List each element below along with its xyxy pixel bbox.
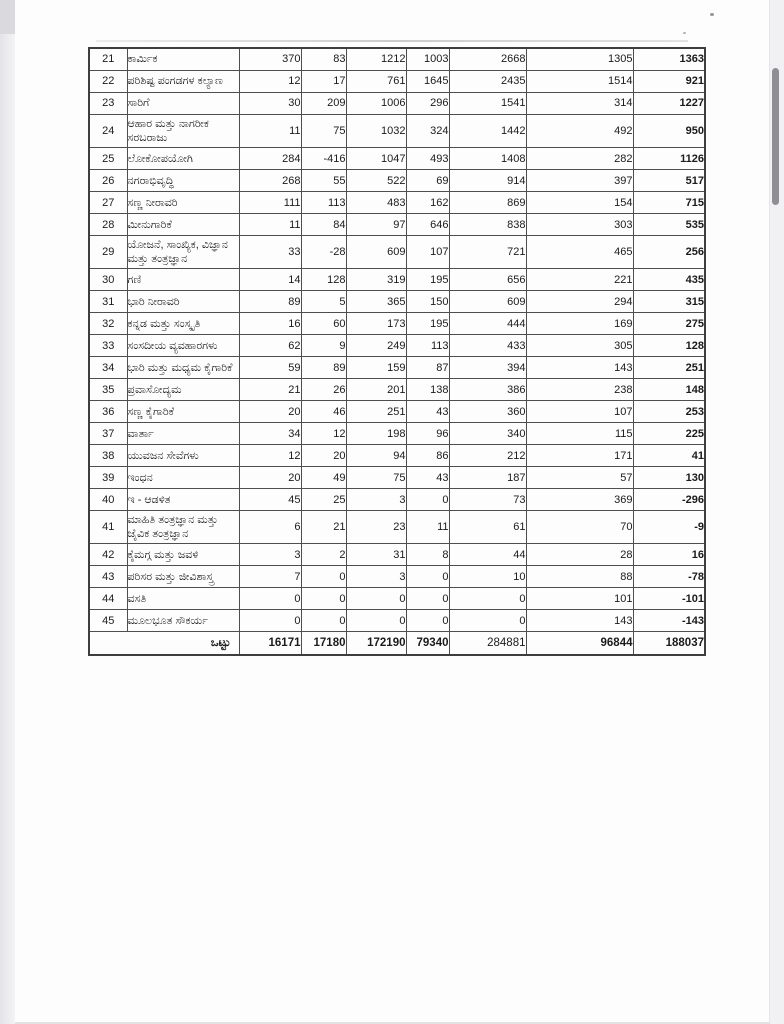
department-name-cell: ಪರಿಶಿಷ್ಟ ಪಂಗಡಗಳ ಕಲ್ಯಾಣ (127, 71, 239, 93)
scrollbar-thumb[interactable] (772, 68, 779, 205)
value-cell: 0 (301, 610, 346, 632)
value-cell: 721 (449, 236, 526, 269)
department-name-cell: ಮಾಹಿತಿ ತಂತ್ರಜ್ಞಾನ ಮತ್ತು ಜೈವಿಕ ತಂತ್ರಜ್ಞಾನ (127, 511, 239, 544)
value-cell: 444 (449, 313, 526, 335)
value-cell: 249 (346, 335, 406, 357)
table-row (89, 489, 705, 511)
department-name-cell: ಯೋಜನೆ, ಸಾಂಖ್ಯಿಕ, ವಿಜ್ಞಾನ ಮತ್ತು ತಂತ್ರಜ್ಞಾನ (127, 236, 239, 269)
serial-number-cell: 27 (89, 192, 127, 214)
serial-number-cell: 30 (89, 269, 127, 291)
value-cell: 0 (346, 610, 406, 632)
value-cell: 370 (239, 48, 301, 71)
table-body (89, 48, 705, 655)
serial-number-cell: 42 (89, 544, 127, 566)
serial-number-cell: 33 (89, 335, 127, 357)
department-name-cell: ಕನ್ನಡ ಮತ್ತು ಸಂಸ್ಕೃತಿ (127, 313, 239, 335)
value-cell: 1003 (406, 48, 449, 71)
table-row (89, 335, 705, 357)
value-cell: 465 (526, 236, 633, 269)
value-cell: 60 (301, 313, 346, 335)
value-cell: 41 (633, 445, 705, 467)
value-cell: 26 (301, 379, 346, 401)
value-cell: 12 (239, 71, 301, 93)
value-cell: 75 (346, 467, 406, 489)
table-row (89, 566, 705, 588)
value-cell: 111 (239, 192, 301, 214)
value-cell: 59 (239, 357, 301, 379)
value-cell: 522 (346, 170, 406, 192)
value-cell: 838 (449, 214, 526, 236)
table-row (89, 192, 705, 214)
value-cell: 3 (346, 489, 406, 511)
department-name-cell: ಮೀನುಗಾರಿಕೆ (127, 214, 239, 236)
page-left-margin-shade (0, 0, 15, 34)
value-cell: 2668 (449, 48, 526, 71)
value-cell: 1212 (346, 48, 406, 71)
department-name-cell: ವಸತಿ (127, 588, 239, 610)
table-row (89, 291, 705, 313)
serial-number-cell: 41 (89, 511, 127, 544)
total-value-cell: 16171 (239, 632, 301, 656)
scan-speck (710, 13, 714, 16)
table-row (89, 214, 705, 236)
value-cell: 365 (346, 291, 406, 313)
department-name-cell: ಗಣಿ (127, 269, 239, 291)
value-cell: 282 (526, 148, 633, 170)
value-cell: 89 (239, 291, 301, 313)
value-cell: 1047 (346, 148, 406, 170)
scan-speck (683, 32, 686, 34)
value-cell: 148 (633, 379, 705, 401)
value-cell: 324 (406, 115, 449, 148)
value-cell: 46 (301, 401, 346, 423)
value-cell: 238 (526, 379, 633, 401)
value-cell: 284 (239, 148, 301, 170)
value-cell: 107 (406, 236, 449, 269)
table-row (89, 48, 705, 71)
value-cell: 173 (346, 313, 406, 335)
value-cell: 10 (449, 566, 526, 588)
value-cell: 340 (449, 423, 526, 445)
value-cell: 0 (406, 588, 449, 610)
value-cell: 0 (406, 489, 449, 511)
value-cell: -78 (633, 566, 705, 588)
value-cell: 75 (301, 115, 346, 148)
value-cell: 0 (346, 588, 406, 610)
value-cell: 21 (239, 379, 301, 401)
value-cell: 43 (406, 467, 449, 489)
serial-number-cell: 21 (89, 48, 127, 71)
value-cell: 101 (526, 588, 633, 610)
serial-number-cell: 43 (89, 566, 127, 588)
value-cell: 609 (346, 236, 406, 269)
value-cell: 315 (633, 291, 705, 313)
department-name-cell: ಸಂಸದೀಯ ವ್ಯವಹಾರಗಳು (127, 335, 239, 357)
value-cell: 171 (526, 445, 633, 467)
value-cell: 89 (301, 357, 346, 379)
total-value-cell: 96844 (526, 632, 633, 656)
value-cell: 87 (406, 357, 449, 379)
value-cell: 130 (633, 467, 705, 489)
value-cell: 83 (301, 48, 346, 71)
value-cell: 31 (346, 544, 406, 566)
value-cell: 195 (406, 313, 449, 335)
department-expenditure-table (88, 47, 706, 656)
value-cell: 14 (239, 269, 301, 291)
value-cell: 9 (301, 335, 346, 357)
value-cell: 88 (526, 566, 633, 588)
value-cell: 201 (346, 379, 406, 401)
value-cell: 113 (301, 192, 346, 214)
total-label-cell: ಒಟ್ಟು (89, 632, 239, 656)
value-cell: 57 (526, 467, 633, 489)
value-cell: 319 (346, 269, 406, 291)
department-name-cell: ಪ್ರವಾಸೋದ್ಯಮ (127, 379, 239, 401)
table-row (89, 544, 705, 566)
value-cell: 5 (301, 291, 346, 313)
value-cell: 296 (406, 93, 449, 115)
value-cell: 73 (449, 489, 526, 511)
value-cell: 303 (526, 214, 633, 236)
value-cell: 0 (301, 588, 346, 610)
total-value-cell: 188037 (633, 632, 705, 656)
serial-number-cell: 44 (89, 588, 127, 610)
value-cell: 187 (449, 467, 526, 489)
value-cell: 656 (449, 269, 526, 291)
value-cell: 609 (449, 291, 526, 313)
value-cell: 143 (526, 610, 633, 632)
department-name-cell: ಭಾರಿ ಮತ್ತು ಮಧ್ಯಮ ಕೈಗಾರಿಕೆ (127, 357, 239, 379)
value-cell: 11 (239, 214, 301, 236)
value-cell: 49 (301, 467, 346, 489)
serial-number-cell: 36 (89, 401, 127, 423)
value-cell: 86 (406, 445, 449, 467)
value-cell: 761 (346, 71, 406, 93)
value-cell: 1363 (633, 48, 705, 71)
total-value-cell: 17180 (301, 632, 346, 656)
department-name-cell: ಸಣ್ಣ ಕೈಗಾರಿಕೆ (127, 401, 239, 423)
table-row (89, 423, 705, 445)
value-cell: 275 (633, 313, 705, 335)
value-cell: 96 (406, 423, 449, 445)
value-cell: 225 (633, 423, 705, 445)
value-cell: 921 (633, 71, 705, 93)
value-cell: 517 (633, 170, 705, 192)
value-cell: 360 (449, 401, 526, 423)
value-cell: 44 (449, 544, 526, 566)
value-cell: 1514 (526, 71, 633, 93)
department-name-cell: ಸಾರಿಗೆ (127, 93, 239, 115)
value-cell: 314 (526, 93, 633, 115)
department-name-cell: ಇ - ಆಡಳಿತ (127, 489, 239, 511)
value-cell: 20 (239, 467, 301, 489)
total-value-cell: 172190 (346, 632, 406, 656)
value-cell: 16 (239, 313, 301, 335)
department-name-cell: ಪರಿಸರ ಮತ್ತು ಜೀವಿಶಾಸ್ತ್ರ (127, 566, 239, 588)
value-cell: -9 (633, 511, 705, 544)
serial-number-cell: 23 (89, 93, 127, 115)
serial-number-cell: 25 (89, 148, 127, 170)
value-cell: 12 (301, 423, 346, 445)
total-value-cell: 284881 (449, 632, 526, 656)
value-cell: 0 (406, 610, 449, 632)
value-cell: 535 (633, 214, 705, 236)
value-cell: 0 (406, 566, 449, 588)
value-cell: 0 (301, 566, 346, 588)
page-left-margin (0, 0, 15, 1024)
value-cell: 154 (526, 192, 633, 214)
serial-number-cell: 28 (89, 214, 127, 236)
table-row (89, 588, 705, 610)
value-cell: 369 (526, 489, 633, 511)
scan-artifact-line (96, 40, 688, 42)
table-row (89, 379, 705, 401)
value-cell: 1032 (346, 115, 406, 148)
value-cell: 16 (633, 544, 705, 566)
value-cell: 8 (406, 544, 449, 566)
value-cell: 11 (239, 115, 301, 148)
value-cell: 209 (301, 93, 346, 115)
value-cell: 294 (526, 291, 633, 313)
value-cell: 195 (406, 269, 449, 291)
value-cell: 97 (346, 214, 406, 236)
value-cell: 397 (526, 170, 633, 192)
department-name-cell: ಭಾರಿ ನೀರಾವರಿ (127, 291, 239, 313)
value-cell: 492 (526, 115, 633, 148)
value-cell: 138 (406, 379, 449, 401)
value-cell: 0 (449, 588, 526, 610)
value-cell: 1006 (346, 93, 406, 115)
department-name-cell: ಮೂಲಭೂತ ಸೌಕರ್ಯ (127, 610, 239, 632)
table-row (89, 71, 705, 93)
value-cell: 20 (239, 401, 301, 423)
value-cell: 483 (346, 192, 406, 214)
value-cell: 128 (301, 269, 346, 291)
value-cell: 159 (346, 357, 406, 379)
value-cell: -296 (633, 489, 705, 511)
value-cell: 305 (526, 335, 633, 357)
value-cell: -416 (301, 148, 346, 170)
value-cell: 169 (526, 313, 633, 335)
serial-number-cell: 40 (89, 489, 127, 511)
value-cell: 17 (301, 71, 346, 93)
value-cell: 11 (406, 511, 449, 544)
department-name-cell: ಇಂಧನ (127, 467, 239, 489)
department-name-cell: ಕೈಮಗ್ಗ ಮತ್ತು ಜವಳಿ (127, 544, 239, 566)
value-cell: 34 (239, 423, 301, 445)
value-cell: 30 (239, 93, 301, 115)
value-cell: 646 (406, 214, 449, 236)
value-cell: 198 (346, 423, 406, 445)
value-cell: 950 (633, 115, 705, 148)
value-cell: 107 (526, 401, 633, 423)
table-row (89, 313, 705, 335)
total-value-cell: 79340 (406, 632, 449, 656)
table-row (89, 610, 705, 632)
value-cell: 221 (526, 269, 633, 291)
value-cell: -143 (633, 610, 705, 632)
value-cell: 253 (633, 401, 705, 423)
value-cell: 7 (239, 566, 301, 588)
value-cell: 70 (526, 511, 633, 544)
value-cell: 1645 (406, 71, 449, 93)
value-cell: 25 (301, 489, 346, 511)
value-cell: 128 (633, 335, 705, 357)
serial-number-cell: 24 (89, 115, 127, 148)
table-row (89, 170, 705, 192)
department-name-cell: ವಾರ್ತಾ (127, 423, 239, 445)
value-cell: 69 (406, 170, 449, 192)
serial-number-cell: 45 (89, 610, 127, 632)
department-name-cell: ಕಾರ್ಮಿಕ (127, 48, 239, 71)
table-row (89, 148, 705, 170)
department-name-cell: ನಗರಾಭಿವೃದ್ಧಿ (127, 170, 239, 192)
serial-number-cell: 22 (89, 71, 127, 93)
value-cell: 43 (406, 401, 449, 423)
value-cell: -101 (633, 588, 705, 610)
value-cell: 0 (449, 610, 526, 632)
value-cell: 21 (301, 511, 346, 544)
value-cell: 113 (406, 335, 449, 357)
value-cell: 61 (449, 511, 526, 544)
department-name-cell: ಯುವಜನ ಸೇವೆಗಳು (127, 445, 239, 467)
department-name-cell: ಸಣ್ಣ ನೀರಾವರಿ (127, 192, 239, 214)
serial-number-cell: 29 (89, 236, 127, 269)
value-cell: 45 (239, 489, 301, 511)
serial-number-cell: 39 (89, 467, 127, 489)
value-cell: 6 (239, 511, 301, 544)
value-cell: 28 (526, 544, 633, 566)
value-cell: 3 (239, 544, 301, 566)
serial-number-cell: 31 (89, 291, 127, 313)
value-cell: 1227 (633, 93, 705, 115)
table-row (89, 269, 705, 291)
department-name-cell: ಲೋಕೋಪಯೋಗಿ (127, 148, 239, 170)
value-cell: 268 (239, 170, 301, 192)
table-row (89, 93, 705, 115)
value-cell: 869 (449, 192, 526, 214)
serial-number-cell: 35 (89, 379, 127, 401)
serial-number-cell: 26 (89, 170, 127, 192)
value-cell: 1541 (449, 93, 526, 115)
table-row (89, 445, 705, 467)
value-cell: 150 (406, 291, 449, 313)
value-cell: 115 (526, 423, 633, 445)
value-cell: 386 (449, 379, 526, 401)
value-cell: -28 (301, 236, 346, 269)
value-cell: 493 (406, 148, 449, 170)
table-row (89, 236, 705, 269)
value-cell: 84 (301, 214, 346, 236)
serial-number-cell: 32 (89, 313, 127, 335)
serial-number-cell: 38 (89, 445, 127, 467)
value-cell: 143 (526, 357, 633, 379)
table-row (89, 357, 705, 379)
table-row (89, 401, 705, 423)
department-name-cell: ಆಹಾರ ಮತ್ತು ನಾಗರೀಕ ಸರಬರಾಜು (127, 115, 239, 148)
value-cell: 715 (633, 192, 705, 214)
value-cell: 1126 (633, 148, 705, 170)
value-cell: 55 (301, 170, 346, 192)
value-cell: 251 (633, 357, 705, 379)
value-cell: 0 (239, 610, 301, 632)
value-cell: 94 (346, 445, 406, 467)
value-cell: 435 (633, 269, 705, 291)
table-row (89, 511, 705, 544)
value-cell: 3 (346, 566, 406, 588)
value-cell: 33 (239, 236, 301, 269)
value-cell: 1408 (449, 148, 526, 170)
value-cell: 212 (449, 445, 526, 467)
serial-number-cell: 37 (89, 423, 127, 445)
value-cell: 433 (449, 335, 526, 357)
table-total-row (89, 632, 705, 656)
value-cell: 0 (239, 588, 301, 610)
value-cell: 2 (301, 544, 346, 566)
value-cell: 1442 (449, 115, 526, 148)
value-cell: 23 (346, 511, 406, 544)
value-cell: 162 (406, 192, 449, 214)
value-cell: 251 (346, 401, 406, 423)
table-row (89, 115, 705, 148)
serial-number-cell: 34 (89, 357, 127, 379)
value-cell: 1305 (526, 48, 633, 71)
value-cell: 2435 (449, 71, 526, 93)
value-cell: 20 (301, 445, 346, 467)
value-cell: 12 (239, 445, 301, 467)
value-cell: 914 (449, 170, 526, 192)
value-cell: 256 (633, 236, 705, 269)
value-cell: 62 (239, 335, 301, 357)
value-cell: 394 (449, 357, 526, 379)
table-row (89, 467, 705, 489)
